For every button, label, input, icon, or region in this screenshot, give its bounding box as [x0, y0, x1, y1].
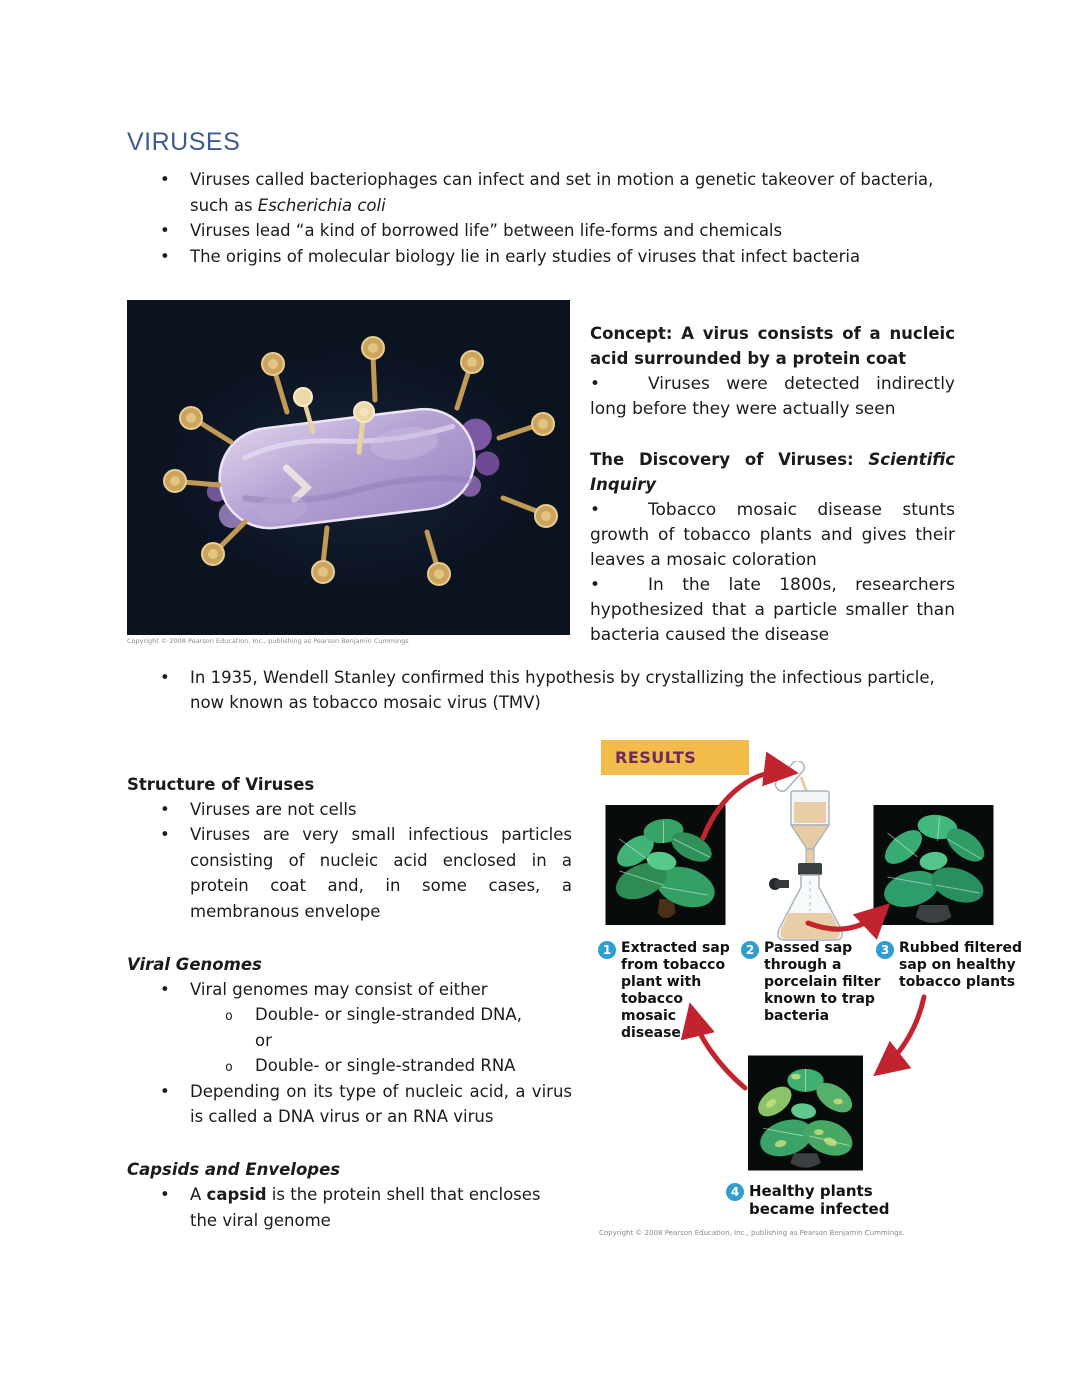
structure-heading: Structure of Viruses: [127, 774, 315, 794]
sub-bullet-marker: [127, 1053, 255, 1079]
discovery-bullet: [590, 498, 955, 573]
list-item: [127, 1079, 579, 1130]
step-3-text: Rubbed filtered sap on healthy tobacco plants: [899, 939, 1022, 990]
concept-bullet: [590, 372, 955, 422]
bullet-marker: [127, 244, 190, 270]
capsids-heading: Capsids and Envelopes: [127, 1159, 341, 1179]
sub-list-item: [127, 1002, 579, 1053]
results-copyright: Copyright © 2008 Pearson Education, Inc., publishing as Pearson Benjamin Cummings.: [599, 1228, 905, 1237]
bullet-text: Viruses were detected indirectly long before they were actually seen: [590, 373, 955, 419]
bullet-text: In 1935, Wendell Stanley confirmed this hypothesis by crystallizing the infectious particle, now known as tobacco mosaic virus (TMV): [190, 667, 935, 713]
list-item: [127, 1182, 579, 1233]
heading-run-italic: Scientific Inquiry: [590, 450, 955, 494]
bullet-text: Viruses are not cells: [190, 799, 357, 819]
step-label-4: [726, 1182, 899, 1219]
figure-copyright: Copyright © 2008 Pearson Education, Inc., publishing as Pearson Benjamin Cummings: [127, 637, 409, 646]
bullet-marker: [127, 665, 190, 716]
species-name-italic: Escherichia coli: [257, 195, 386, 215]
bullet-text-run: or: [255, 1030, 272, 1050]
bullet-text: The origins of molecular biology lie in early studies of viruses that infect bacteria: [190, 246, 861, 266]
step-label-3: [876, 940, 1035, 991]
step-2-badge: 2: [741, 941, 759, 959]
bullet-marker: [127, 822, 190, 924]
bullet-marker: [127, 218, 190, 244]
sub-bullet-marker: [127, 1002, 255, 1053]
concept-column: [590, 300, 955, 648]
step-4-badge: 4: [726, 1183, 744, 1201]
discovery-heading: [590, 448, 955, 498]
bullet-marker: [127, 1182, 190, 1233]
bullet-text-run: is the protein shell that encloses the viral genome: [190, 1185, 541, 1230]
step-1-badge: 1: [598, 941, 616, 959]
heading-run: The Discovery of Viruses:: [590, 450, 869, 470]
bullet-marker: [127, 167, 190, 218]
bullet-marker: [590, 573, 648, 598]
bullet-marker: [590, 498, 648, 523]
bullet-marker: [590, 372, 648, 397]
list-item: [127, 977, 579, 1003]
list-item: [127, 244, 953, 270]
list-item: [127, 665, 953, 716]
bottom-row: [127, 740, 1040, 1250]
step-1-text: Extracted sap from tobacco plant with tobacco mosaic disease: [621, 939, 730, 1042]
bullet-text: [255, 1002, 550, 1053]
list-item: [127, 822, 579, 924]
discovery-bullet: [590, 573, 955, 648]
bullet-text: Viruses are very small infectious particles consisting of nucleic acid enclosed in a protein coat and, in some cases, a membranous envelope: [190, 825, 572, 921]
image-text-row: [127, 300, 1040, 648]
genomes-heading: Viral Genomes: [127, 954, 262, 974]
list-item: [127, 218, 953, 244]
step-label-2: [741, 940, 882, 1025]
sub-list-item: [127, 1053, 579, 1079]
step-label-1: [598, 940, 739, 1042]
bullet-text-run: Viruses called bacteriophages can infect and set in motion a genetic takeover of bacteria, such as: [190, 170, 934, 215]
infected-plant-photo: [748, 1053, 863, 1173]
bullet-text: Viruses lead “a kind of borrowed life” between life-forms and chemicals: [190, 221, 783, 241]
page-title: VIRUSES: [127, 128, 241, 156]
bullet-text: Viral genomes may consist of either: [190, 979, 488, 999]
diseased-source-plant-photo: [605, 805, 726, 925]
bullet-marker: [127, 1079, 190, 1130]
list-item: [127, 797, 579, 823]
filtration-apparatus-illustration: [761, 761, 861, 951]
results-banner: RESULTS: [601, 740, 749, 775]
step-2-text: Passed sap through a porcelain filter known to trap bacteria: [764, 939, 881, 1024]
bullet-text-run: Double- or single-stranded DNA,: [255, 1005, 522, 1025]
list-item: [127, 167, 953, 218]
bacteriophage-figure: [127, 300, 570, 648]
bullet-text: Double- or single-stranded RNA: [255, 1056, 516, 1076]
results-figure: [593, 735, 1038, 1250]
healthy-plant-photo: [873, 805, 994, 925]
bullet-marker: [127, 977, 190, 1003]
bullet-text: Tobacco mosaic disease stunts growth of tobacco plants and gives their leaves a mosaic coloration: [590, 499, 955, 570]
tmv-row: [127, 665, 1040, 716]
bullet-text: In the late 1800s, researchers hypothesized that a particle smaller than bacteria caused the disease: [590, 575, 955, 646]
bullet-text: [190, 167, 953, 218]
sections-column: [127, 740, 579, 1250]
bullet-marker: [127, 797, 190, 823]
page-content: [127, 128, 1040, 1250]
concept-heading: Concept: A virus consists of a nucleic acid surrounded by a protein coat: [590, 324, 955, 368]
step-4-text: Healthy plants became infected: [749, 1181, 890, 1218]
bullet-text-run: A: [190, 1185, 207, 1205]
keyword-bold: capsid: [206, 1185, 267, 1205]
bacteriophage-micrograph: [127, 300, 570, 635]
step-3-badge: 3: [876, 941, 894, 959]
bullet-text: [190, 1182, 572, 1233]
bullet-text: Depending on its type of nucleic acid, a virus is called a DNA virus or an RNA virus: [190, 1081, 572, 1127]
